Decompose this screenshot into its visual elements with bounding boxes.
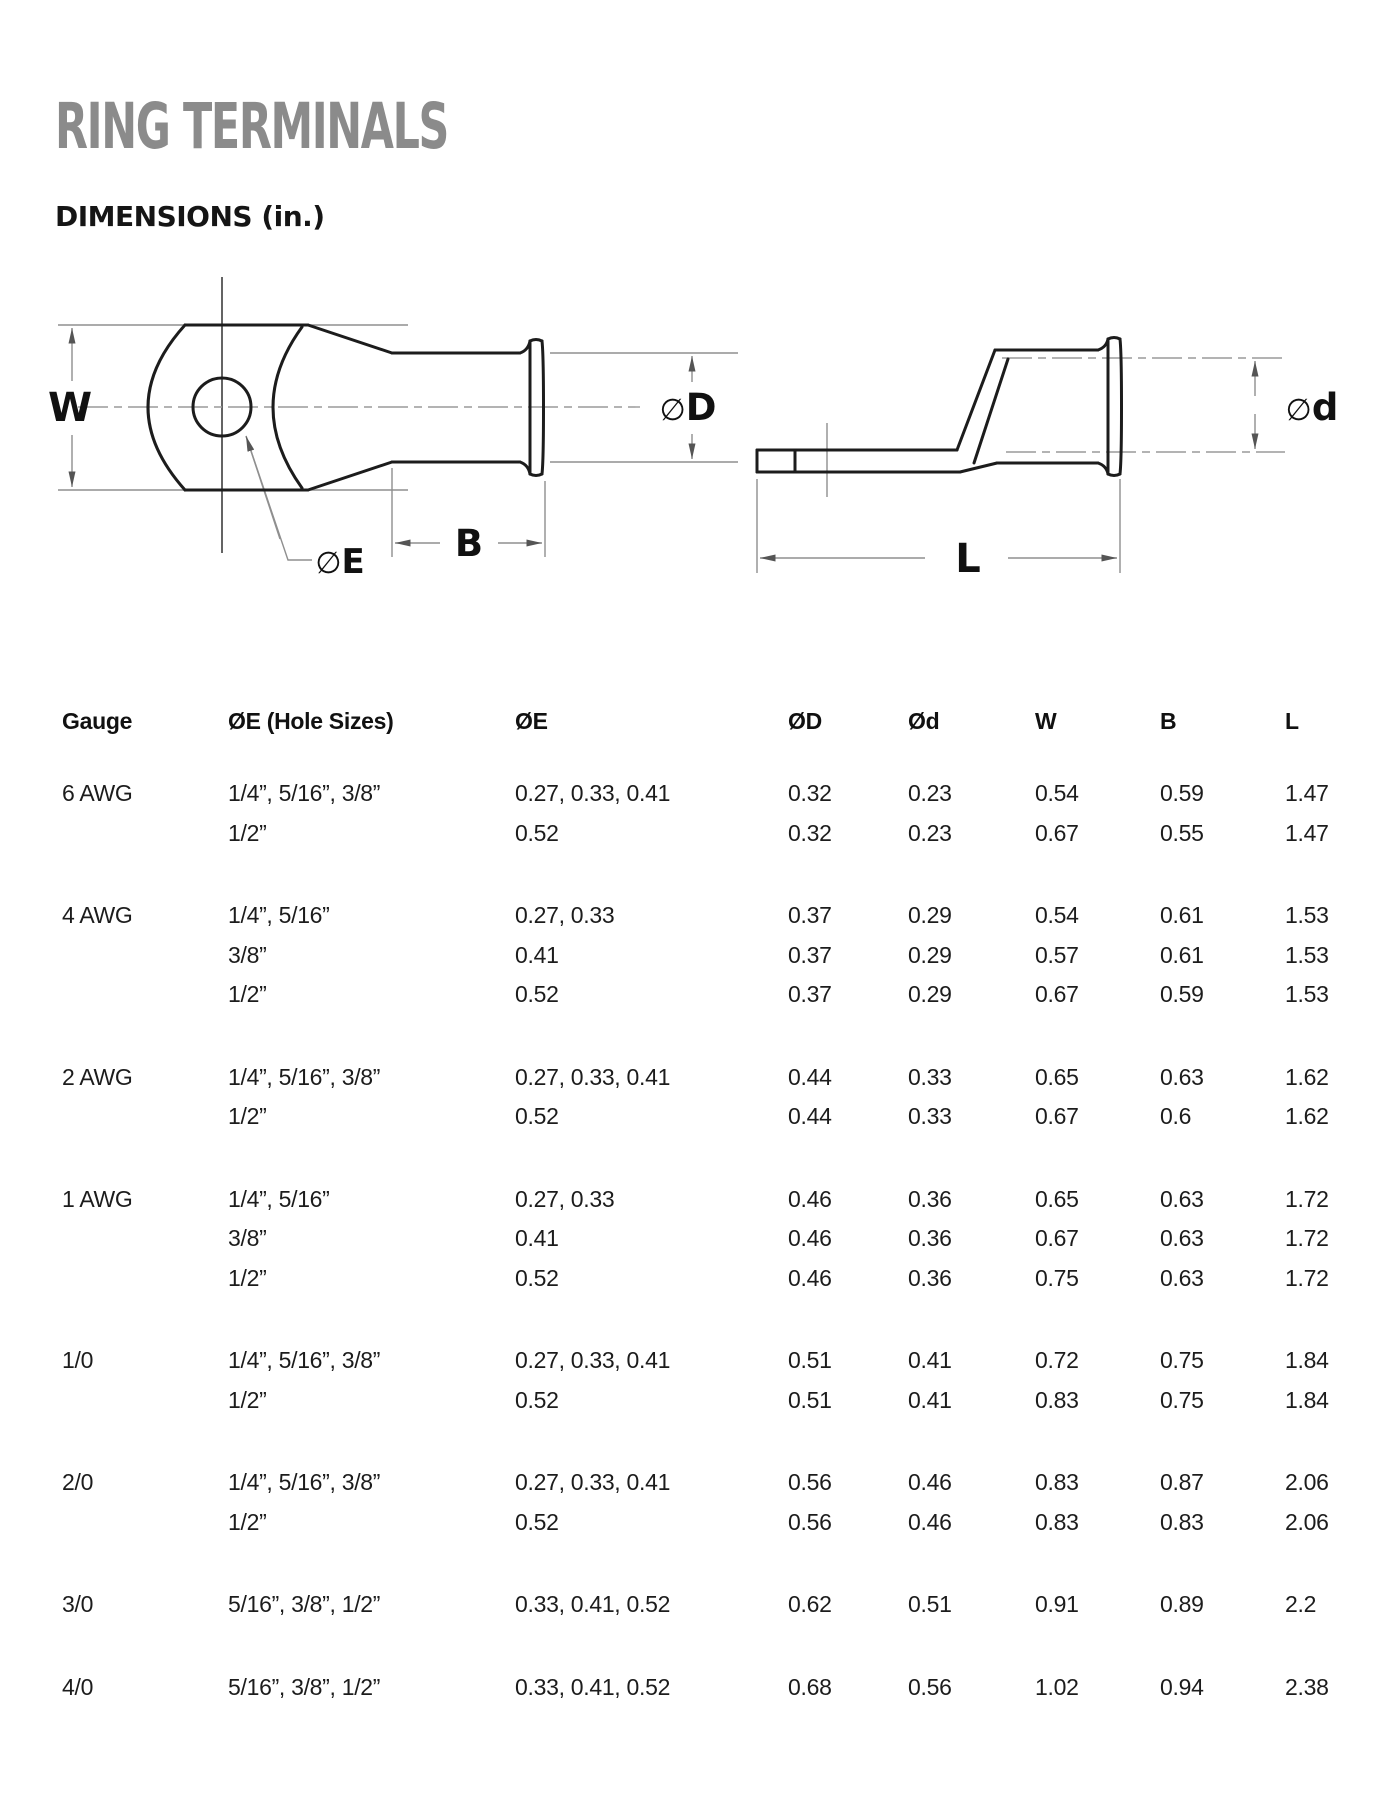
- table-cell: 0.33, 0.41, 0.52: [515, 1673, 671, 1700]
- table-cell: 0.29: [908, 902, 952, 928]
- table-cell: 0.36: [908, 1185, 952, 1212]
- table-cell: 0.51: [788, 1386, 832, 1413]
- table-cell: 0.41: [908, 1347, 952, 1373]
- table-cell: 3/8”: [228, 1225, 267, 1251]
- table-cell: 0.56: [788, 1469, 832, 1495]
- table-cell: 1.84: [1285, 1386, 1329, 1413]
- gauge-cell: 3/0: [62, 1591, 94, 1617]
- table-cell: 1.62: [1285, 1063, 1329, 1090]
- dim-label-w: W: [47, 385, 93, 431]
- section-heading: DIMENSIONS (in.): [55, 200, 325, 233]
- table-cell: 0.83: [1035, 1508, 1079, 1535]
- table-cell: 5/16”, 3/8”, 1/2”: [228, 1591, 381, 1617]
- table-cell: 1/4”, 5/16”, 3/8”: [228, 1347, 381, 1373]
- table-header-cell: ØD: [788, 708, 822, 734]
- table-header-cell: ØE (Hole Sizes): [228, 708, 394, 734]
- table-header-cell: Gauge: [62, 708, 133, 734]
- table-cell: 0.32: [788, 780, 832, 806]
- table-cell: 1/2”: [228, 1103, 267, 1129]
- table-cell: 0.27, 0.33: [515, 902, 615, 928]
- table-cell: 0.52: [515, 1386, 559, 1413]
- table-cell: 0.75: [1160, 1347, 1204, 1373]
- table-cell: 0.29: [908, 981, 952, 1007]
- table-cell: 0.72: [1035, 1347, 1079, 1373]
- table-cell: 0.67: [1035, 819, 1079, 846]
- table-cell: 0.29: [908, 941, 952, 968]
- dim-label-d-inner: ∅d: [1285, 386, 1339, 429]
- table-cell: 0.41: [908, 1386, 952, 1413]
- table-cell: 0.67: [1035, 1225, 1079, 1251]
- dim-label-b: B: [454, 522, 484, 565]
- table-cell: 0.59: [1160, 981, 1204, 1007]
- table-cell: 0.91: [1035, 1591, 1079, 1617]
- table-cell: 0.89: [1160, 1591, 1204, 1617]
- table-cell: 0.51: [788, 1347, 832, 1373]
- table-cell: 0.63: [1160, 1185, 1204, 1212]
- table-cell: 0.52: [515, 1103, 559, 1129]
- table-cell: 0.37: [788, 981, 832, 1007]
- table-cell: 2.06: [1285, 1469, 1329, 1495]
- table-cell: 0.59: [1160, 780, 1204, 806]
- table-cell: 1.53: [1285, 981, 1329, 1007]
- table-cell: 0.54: [1035, 780, 1079, 806]
- table-cell: 1.53: [1285, 902, 1329, 928]
- table-cell: 0.44: [788, 1103, 832, 1129]
- table-cell: 0.46: [788, 1264, 832, 1291]
- table-cell: 1.72: [1285, 1185, 1329, 1212]
- table-cell: 0.52: [515, 1264, 559, 1291]
- table-cell: 0.61: [1160, 941, 1204, 968]
- table-cell: 2.38: [1285, 1673, 1329, 1700]
- table-cell: 0.36: [908, 1225, 952, 1251]
- table-cell: 1.72: [1285, 1225, 1329, 1251]
- table-cell: 1/2”: [228, 819, 267, 846]
- table-cell: 0.63: [1160, 1225, 1204, 1251]
- table-cell: 0.83: [1160, 1508, 1204, 1535]
- table-cell: 0.94: [1160, 1673, 1204, 1700]
- table-cell: 0.46: [788, 1225, 832, 1251]
- gauge-cell: 1 AWG: [62, 1185, 133, 1212]
- table-cell: 0.52: [515, 1508, 559, 1535]
- table-cell: 0.83: [1035, 1386, 1079, 1413]
- table-cell: 2.06: [1285, 1508, 1329, 1535]
- table-cell: 0.36: [908, 1264, 952, 1291]
- table-cell: 0.33, 0.41, 0.52: [515, 1591, 671, 1617]
- table-cell: 0.51: [908, 1591, 952, 1617]
- dim-label-l: L: [955, 536, 981, 582]
- page-title: RING TERMINALS: [55, 90, 449, 163]
- table-cell: 0.83: [1035, 1469, 1079, 1495]
- table-cell: 0.23: [908, 819, 952, 846]
- table-cell: 0.37: [788, 941, 832, 968]
- table-cell: 0.75: [1035, 1264, 1079, 1291]
- table-cell: 0.68: [788, 1673, 832, 1700]
- table-cell: 2.2: [1285, 1591, 1317, 1617]
- table-cell: 0.63: [1160, 1063, 1204, 1090]
- gauge-cell: 2 AWG: [62, 1063, 133, 1090]
- gauge-cell: 2/0: [62, 1469, 94, 1495]
- table-cell: 0.27, 0.33, 0.41: [515, 1347, 671, 1373]
- table-cell: 1/4”, 5/16”, 3/8”: [228, 1063, 381, 1090]
- table-cell: 0.41: [515, 941, 559, 968]
- dim-label-d-outer: ∅D: [659, 386, 717, 429]
- table-cell: 0.33: [908, 1103, 952, 1129]
- table-cell: 0.44: [788, 1063, 832, 1090]
- table-cell: 1/2”: [228, 1508, 267, 1535]
- table-cell: 1.47: [1285, 780, 1329, 806]
- table-cell: 0.46: [788, 1185, 832, 1212]
- table-cell: 0.52: [515, 819, 559, 846]
- table-cell: 1/2”: [228, 1264, 267, 1291]
- table-cell: 0.27, 0.33, 0.41: [515, 1469, 671, 1495]
- gauge-cell: 4/0: [62, 1673, 94, 1700]
- table-cell: 3/8”: [228, 941, 267, 968]
- table-cell: 1.53: [1285, 941, 1329, 968]
- table-cell: 0.65: [1035, 1063, 1079, 1090]
- table-cell: 0.6: [1160, 1103, 1192, 1129]
- table-cell: 0.63: [1160, 1264, 1204, 1291]
- gauge-cell: 1/0: [62, 1347, 94, 1373]
- table-cell: 0.37: [788, 902, 832, 928]
- table-cell: 0.52: [515, 981, 559, 1007]
- table-cell: 1/4”, 5/16”, 3/8”: [228, 1469, 381, 1495]
- table-cell: 0.27, 0.33, 0.41: [515, 780, 671, 806]
- table-cell: 0.61: [1160, 902, 1204, 928]
- table-cell: 0.32: [788, 819, 832, 846]
- table-cell: 0.56: [908, 1673, 952, 1700]
- table-header-cell: W: [1035, 708, 1057, 734]
- dim-label-e: ∅E: [315, 542, 365, 582]
- table-cell: 0.27, 0.33, 0.41: [515, 1063, 671, 1090]
- table-cell: 0.57: [1035, 941, 1079, 968]
- table-cell: 0.27, 0.33: [515, 1185, 615, 1212]
- gauge-cell: 6 AWG: [62, 780, 133, 806]
- table-cell: 0.46: [908, 1469, 952, 1495]
- table-header-cell: B: [1160, 708, 1177, 734]
- table-cell: 0.75: [1160, 1386, 1204, 1413]
- table-cell: 0.67: [1035, 1103, 1079, 1129]
- table-cell: 0.62: [788, 1591, 832, 1617]
- table-cell: 0.55: [1160, 819, 1204, 846]
- table-cell: 0.65: [1035, 1185, 1079, 1212]
- table-header-cell: Ød: [908, 708, 940, 734]
- gauge-cell: 4 AWG: [62, 902, 133, 928]
- table-cell: 1.72: [1285, 1264, 1329, 1291]
- table-cell: 1.62: [1285, 1103, 1329, 1129]
- table-cell: 0.87: [1160, 1469, 1204, 1495]
- table-cell: 1.84: [1285, 1347, 1329, 1373]
- table-cell: 0.56: [788, 1508, 832, 1535]
- table-cell: 1/2”: [228, 1386, 267, 1413]
- table-cell: 1/4”, 5/16”: [228, 1185, 330, 1212]
- table-cell: 1.47: [1285, 819, 1329, 846]
- table-cell: 0.46: [908, 1508, 952, 1535]
- table-cell: 0.54: [1035, 902, 1079, 928]
- table-cell: 0.23: [908, 780, 952, 806]
- table-cell: 0.67: [1035, 981, 1079, 1007]
- table-cell: 0.33: [908, 1063, 952, 1090]
- table-cell: 1/4”, 5/16”: [228, 902, 330, 928]
- table-header-cell: L: [1285, 708, 1299, 734]
- table-cell: 5/16”, 3/8”, 1/2”: [228, 1673, 381, 1700]
- table-cell: 1.02: [1035, 1673, 1079, 1700]
- table-cell: 1/2”: [228, 981, 267, 1007]
- table-cell: 1/4”, 5/16”, 3/8”: [228, 780, 381, 806]
- table-cell: 0.41: [515, 1225, 559, 1251]
- table-header-cell: ØE: [515, 708, 548, 734]
